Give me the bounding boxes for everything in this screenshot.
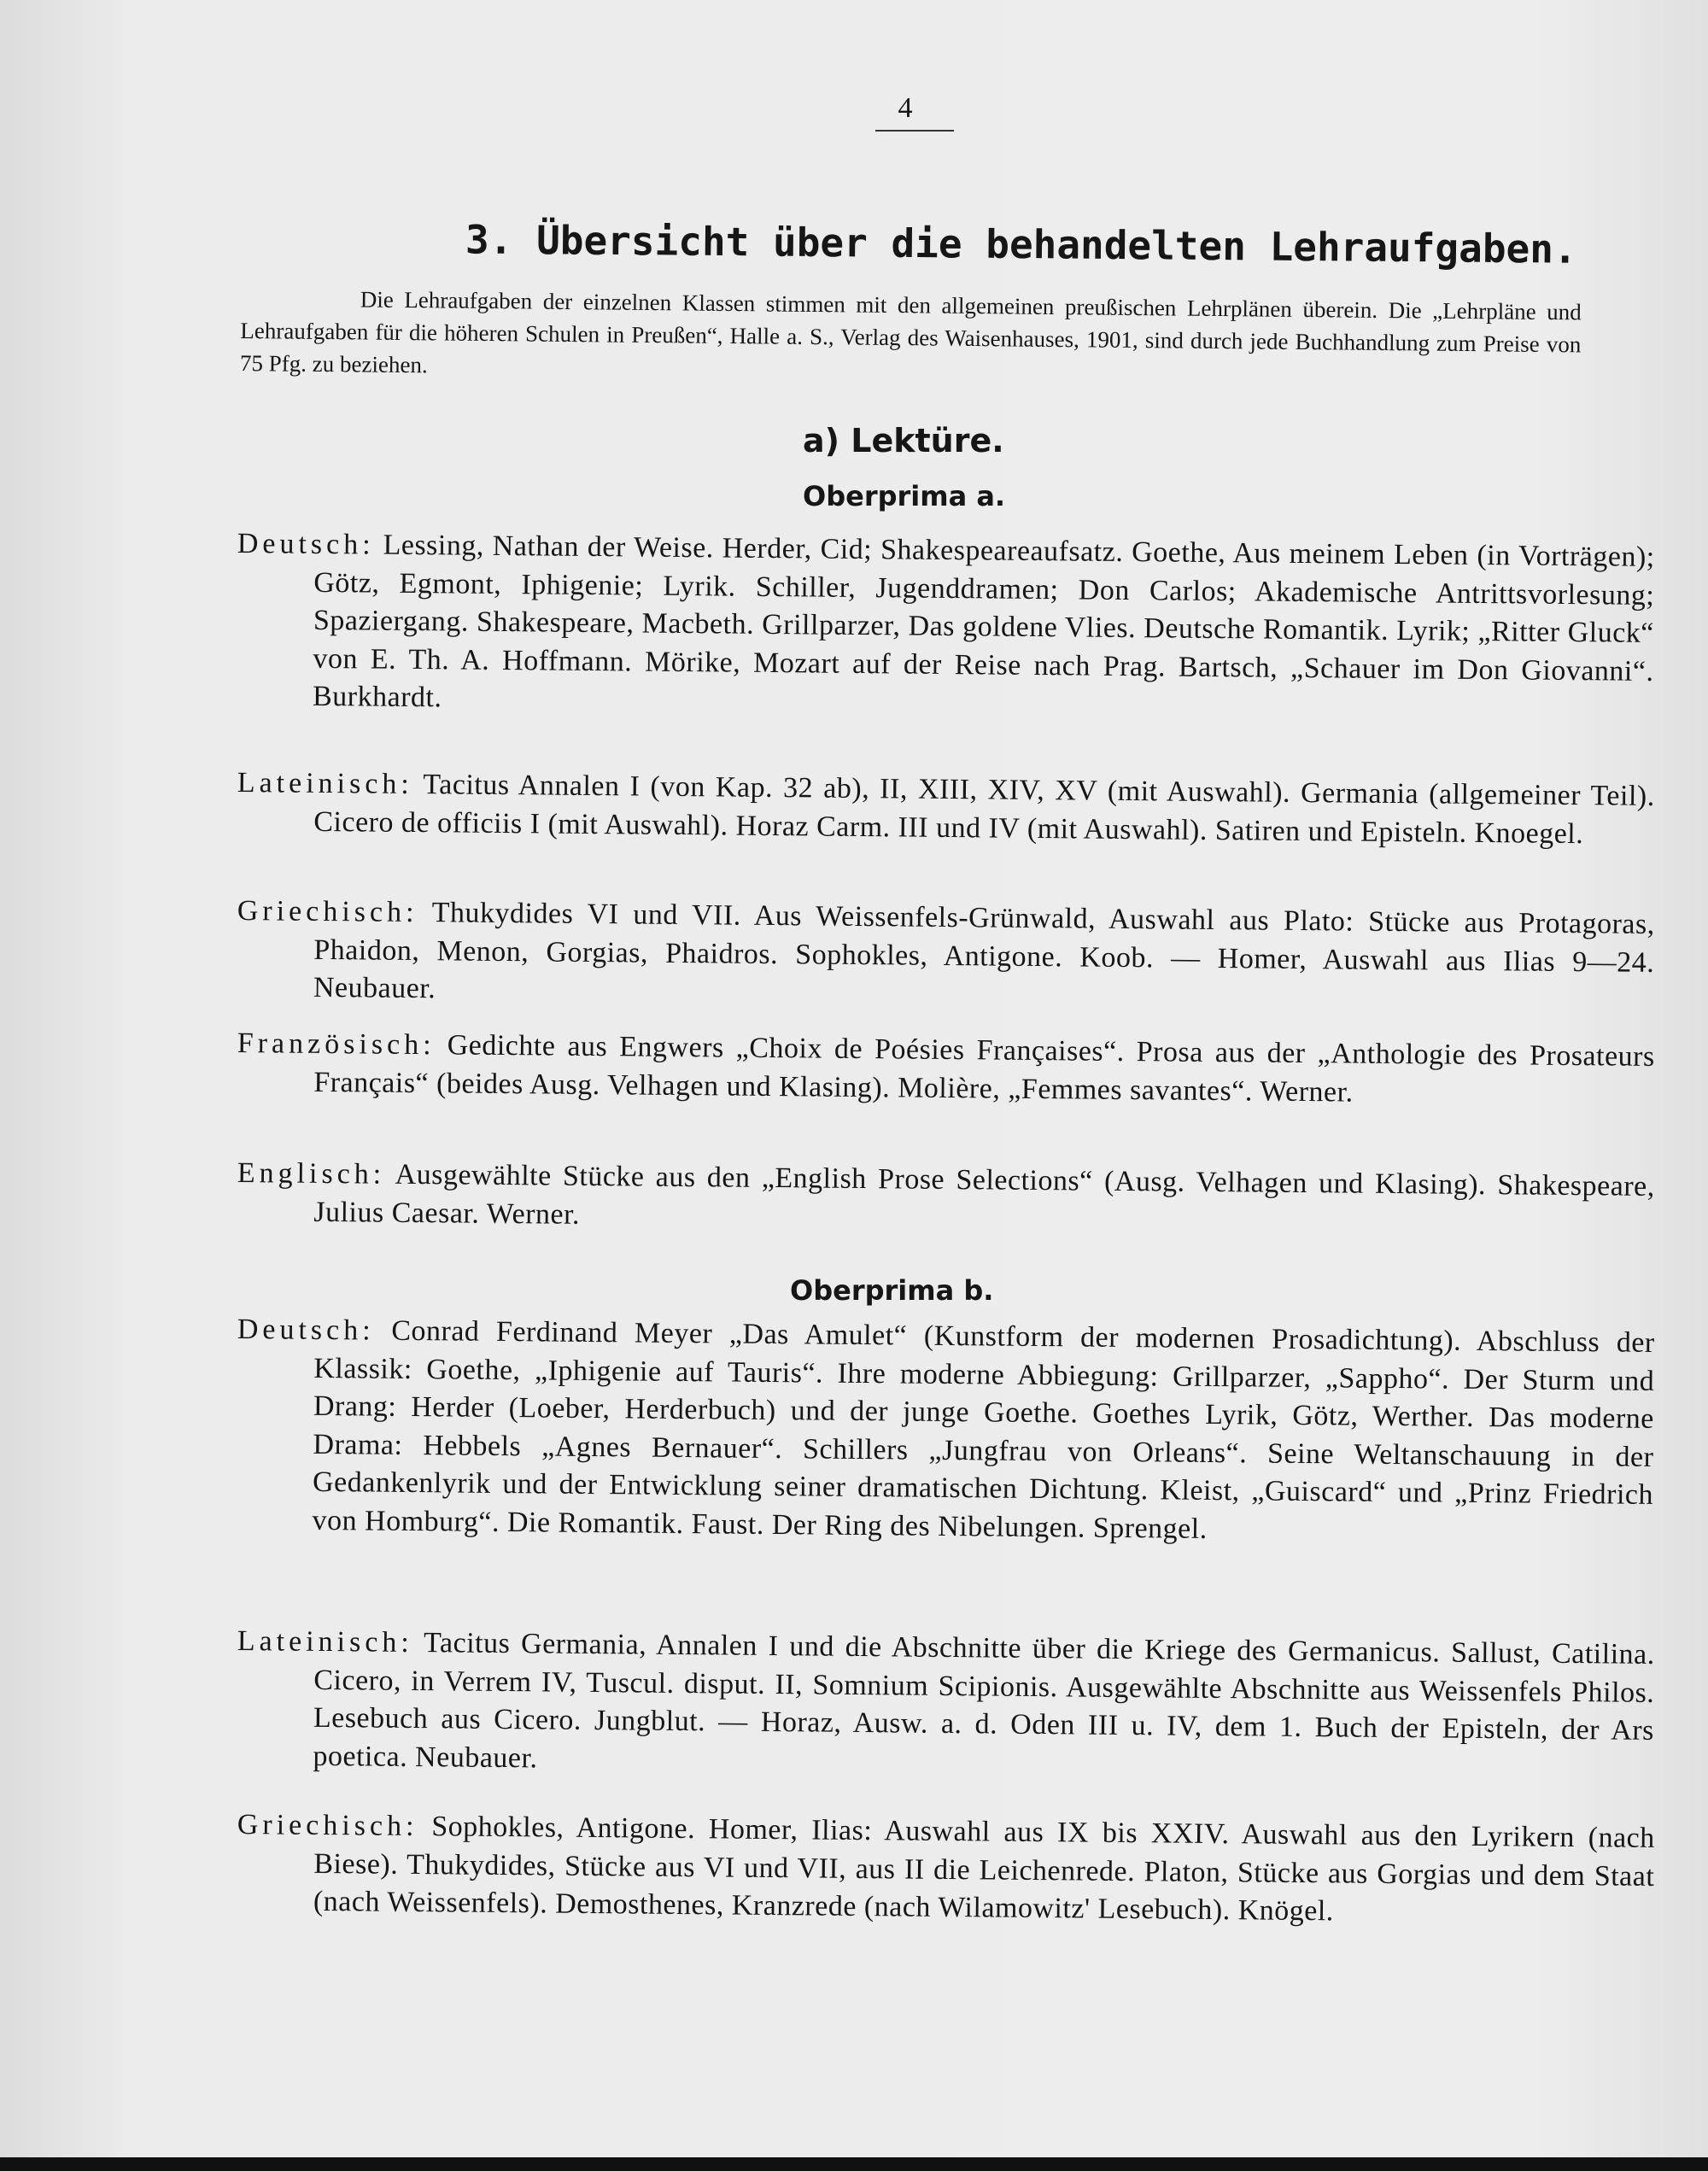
subject-text: Conrad Ferdinand Meyer „Das Amulet“ (Kunstform der modernen Prosadichtung). Abschluss der Klassik: Goethe, „Iphigenie auf Tauris“. Ihre moderne Abbiegung: Grillparzer, „Sappho“. Der Sturm und Drang: Herder (Loeber, Herderbuch) und der junge Goethe. Goethes Lyrik, Götz, Werther. Das moderne Drama: Hebbels „Agnes Bernauer“. Schillers „Jungfrau von Orleans“. Seine Weltanschauung in der Gedankenlyrik und der Entwicklung seiner dramatischen Dichtung. Kleist, „Guiscard“ und „Prinz Friedrich von Homburg“. Die Romantik. Faust. Der Ring des Nibelungen. Sprengel. <box>312 1314 1655 1545</box>
subject-text: Ausgewählte Stücke aus den „English Prose Selections“ (Ausg. Velhagen und Klasing). Shakespeare, Julius Caesar. Werner. <box>313 1158 1655 1231</box>
subject-entry-griechisch-oa <box>237 892 1655 1020</box>
subject-entry-griechisch-ob <box>237 1806 1655 1934</box>
section-title: 3. Übersicht über die behandelten Lehraufgaben. <box>465 216 1577 272</box>
subject-text: Lessing, Nathan der Weise. Herder, Cid; Shakespeareaufsatz. Goethe, Aus meinem Leben (in Vorträgen); Götz, Egmont, Iphigenie; Lyrik. Schiller, Jugenddramen; Don Carlos; Akademische Antrittsvorlesung; Spaziergang. Shakespeare, Macbeth. Grillparzer, Das goldene Vlies. Deutsche Romantik. Lyrik; „Ritter Gluck“ von E. Th. A. Hoffmann. Mörike, Mozart auf der Reise nach Prag. Bartsch, „Schauer im Don Giovanni“. Burkhardt. <box>312 529 1655 714</box>
subject-label: Griechisch: <box>237 1808 418 1843</box>
intro-paragraph: Die Lehraufgaben der einzelnen Klassen stimmen mit den allgemeinen preußischen Lehrplänen überein. Die „Lehrpläne und Lehraufgaben für die höheren Schulen in Preußen“, Halle a. S., Verlag des Waisenhauses, 1901, sind durch jede Buchhandlung zum Preise von 75 Pfg. zu beziehen. <box>239 286 1582 378</box>
page-number: 4 <box>898 92 913 124</box>
subject-entry-lateinisch-ob <box>236 1623 1655 1788</box>
scan-bottom-edge <box>0 2157 1708 2171</box>
subject-text: Gedichte aus Engwers „Choix de Poésies Françaises“. Prosa aus der „Anthologie des Prosateurs Français“ (beides Ausg. Velhagen und Klasing). Molière, „Femmes savantes“. Werner. <box>313 1029 1655 1109</box>
subject-text: Tacitus Germania, Annalen I und die Abschnitte über die Kriege des Germanicus. Sallust, Catilina. Cicero, in Verrem IV, Tuscul. disput. II, Somnium Scipionis. Ausgewählte Abschnitte aus Weissenfels Philos. Lesebuch aus Cicero. Jungblut. — Horaz, Ausw. a. d. Oden III u. IV, dem 1. Buch der Episteln, der Ars poetica. Neubauer. <box>313 1627 1655 1774</box>
subject-label: Französisch: <box>237 1027 436 1062</box>
subject-label: Lateinisch: <box>237 766 414 800</box>
subject-text: Sophokles, Antigone. Homer, Ilias: Auswahl aus IX bis XXIV. Auswahl aus den Lyrikern (nach Biese). Thukydides, Stücke aus VI und VII, aus II die Leichenrede. Platon, Stücke aus Gorgias und dem Staat (nach Weissenfels). Demosthenes, Kranzrede (nach Wilamowitz' Lesebuch). Knögel. <box>313 1811 1655 1928</box>
subject-text: Thukydides VI und VII. Aus Weissenfels-Grünwald, Auswahl aus Plato: Stücke aus Protagoras, Phaidon, Menon, Gorgias, Phaidros. Sophokles, Antigone. Koob. — Homer, Auswahl aus Ilias 9—24. Neubauer. <box>313 897 1655 1005</box>
class-heading-oberprima-b: Oberprima b. <box>790 1274 994 1307</box>
subject-text: Tacitus Annalen I (von Kap. 32 ab), II, XIII, XIV, XV (mit Auswahl). Germania (allgemeiner Teil). Cicero de officiis I (mit Auswahl). Horaz Carm. III und IV (mit Auswahl). Satiren und Episteln. Knoegel. <box>313 769 1655 850</box>
page-number-rule <box>875 130 954 132</box>
class-heading-oberprima-a: Oberprima a. <box>803 480 1006 512</box>
subject-entry-deutsch-oa <box>236 525 1655 729</box>
subject-entry-lateinisch-oa <box>237 764 1655 854</box>
subject-label: Englisch: <box>237 1156 386 1191</box>
subject-label: Deutsch: <box>237 1313 375 1347</box>
lektuere-heading: a) Lektüre. <box>803 422 1004 459</box>
subject-entry-englisch-oa <box>237 1155 1655 1244</box>
subject-label: Deutsch: <box>237 527 375 561</box>
subject-entry-deutsch-ob <box>235 1311 1654 1553</box>
subject-label: Griechisch: <box>237 894 418 929</box>
subject-entry-franzoesisch-oa <box>237 1025 1655 1115</box>
subject-label: Lateinisch: <box>237 1624 414 1659</box>
